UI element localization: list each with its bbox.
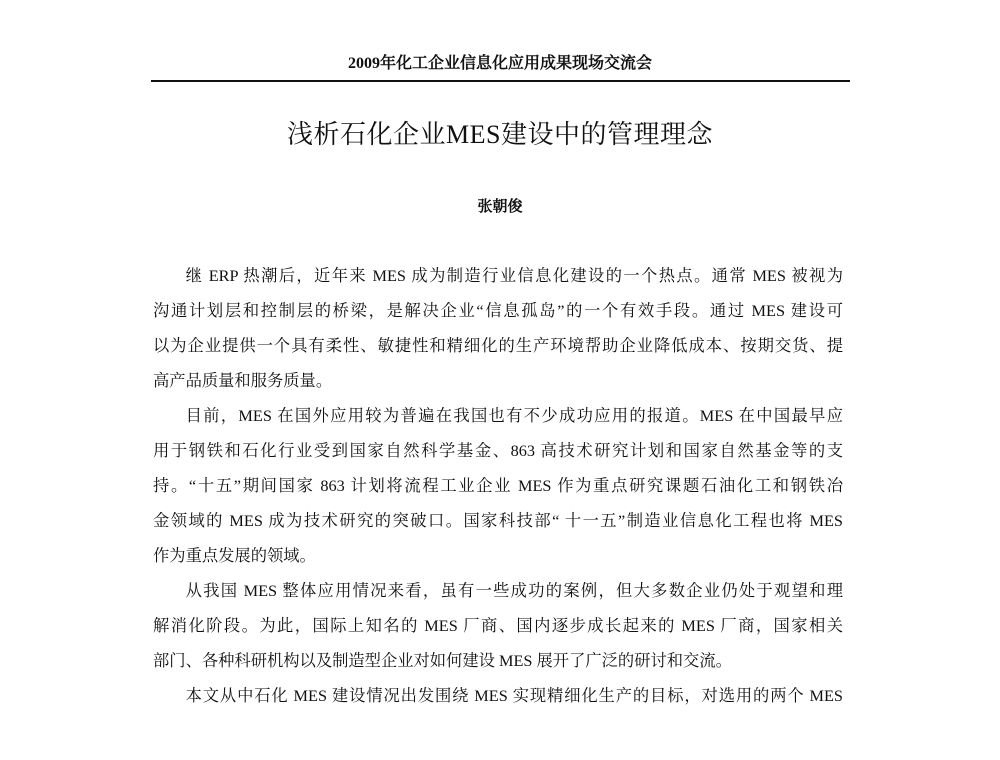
article-title: 浅析石化企业MES建设中的管理理念 (287, 120, 713, 149)
text-line: 继 ERP 热潮后，近年来 MES 成为制造行业信息化建设的一个热点。通常 MES 被视为 (185, 266, 843, 285)
paragraph-1 (153, 258, 843, 398)
text-line: 作为重点发展的领域。 (153, 546, 316, 565)
text-line: 金领域的 MES 成为技术研究的突破口。国家科技部“ 十一五”制造业信息化工程也将 MES (153, 511, 843, 530)
text-line: 持。“十五”期间国家 863 计划将流程工业企业 MES 作为重点研究课题石油化工和钢铁冶 (153, 476, 843, 495)
paragraph-3 (153, 573, 843, 678)
article-body (153, 258, 843, 713)
paragraph-4 (153, 678, 843, 713)
text-line: 高产品质量和服务质量。 (153, 371, 333, 390)
text-line: 沟通计划层和控制层的桥梁，是解决企业“信息孤岛”的一个有效手段。通过 MES 建设可 (153, 301, 843, 320)
text-line: 解消化阶段。为此，国际上知名的 MES 厂商、国内逐步成长起来的 MES 厂商，国家相关 (153, 616, 843, 635)
article-author: 张朝俊 (477, 199, 523, 215)
text-line: 部门、各种科研机构以及制造型企业对如何建设 MES 展开了广泛的研讨和交流。 (153, 651, 732, 670)
text-line: 用于钢铁和石化行业受到国家自然科学基金、863 高技术研究计划和国家自然基金等的支 (153, 441, 843, 460)
text-line: 本文从中石化 MES 建设情况出发围绕 MES 实现精细化生产的目标，对选用的两个 MES (185, 686, 843, 705)
header-divider (151, 80, 850, 82)
conference-header-title: 2009年化工企业信息化应用成果现场交流会 (347, 55, 652, 72)
text-line: 以为企业提供一个具有柔性、敏捷性和精细化的生产环境帮助企业降低成本、按期交货、提 (153, 336, 843, 355)
paragraph-2 (153, 398, 843, 573)
text-line: 目前，MES 在国外应用较为普遍在我国也有不少成功应用的报道。MES 在中国最早应 (185, 406, 843, 425)
text-line: 从我国 MES 整体应用情况来看，虽有一些成功的案例，但大多数企业仍处于观望和理 (185, 581, 843, 600)
